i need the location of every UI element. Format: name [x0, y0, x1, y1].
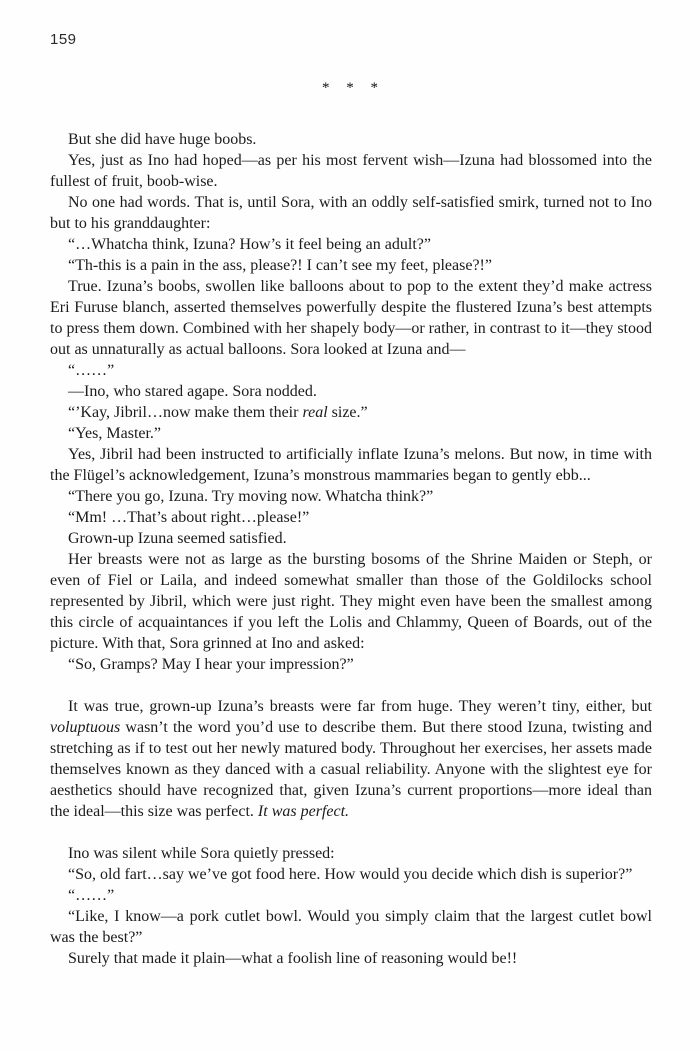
text-segment: wasn’t the word you’d use to describe them. But there stood Izuna, twisting and stretching as if to test out her newly matured body. Throughout her exercises, her assets made themselves known as they danced with a casual reliability. Anyone with the slightest eye for aesthetics should have recognized that, given Izuna’s current proportions—more ideal than the ideal—this size was perfect.	[50, 719, 652, 820]
italic-text-segment: It was perfect.	[257, 803, 350, 820]
text-segment: “……”	[68, 362, 115, 379]
paragraph	[50, 423, 652, 444]
paragraph	[50, 906, 652, 948]
text-segment: Yes, just as Ino had hoped—as per his most fervent wish—Izuna had blossomed into the fullest of fruit, boob-wise.	[50, 152, 652, 190]
text-segment: “……”	[68, 887, 115, 904]
text-segment: Surely that made it plain—what a foolish line of reasoning would be!!	[68, 950, 518, 967]
text-segment: True. Izuna’s boobs, swollen like balloons about to pop to the extent they’d make actress Eri Furuse blanch, asserted themselves powerfully despite the flustered Izuna’s best attempts to press them down. Combined with her shapely body—or rather, in contrast to it—they stood out as unnaturally as actual balloons. Sora looked at Izuna and—	[50, 278, 652, 358]
paragraph	[50, 843, 652, 864]
paragraph	[50, 255, 652, 276]
page-number: 159	[50, 31, 77, 48]
italic-text-segment: real	[302, 404, 328, 421]
paragraph	[50, 486, 652, 507]
paragraph	[50, 360, 652, 381]
text-segment: —Ino, who stared agape. Sora nodded.	[68, 383, 317, 400]
paragraph	[50, 129, 652, 150]
text-segment: Grown-up Izuna seemed satisfied.	[68, 530, 287, 547]
paragraph	[50, 192, 652, 234]
text-segment: “…Whatcha think, Izuna? How’s it feel being an adult?”	[68, 236, 431, 253]
text-segment: “So, old fart…say we’ve got food here. How would you decide which dish is superior?”	[68, 866, 633, 883]
text-segment: “Like, I know—a pork cutlet bowl. Would you simply claim that the largest cutlet bowl was the best?”	[50, 908, 652, 946]
text-segment: “’Kay, Jibril…now make them their	[68, 404, 303, 421]
paragraph	[50, 864, 652, 885]
text-segment: “Th-this is a pain in the ass, please?! I can’t see my feet, please?!”	[68, 257, 492, 274]
text-segment: Yes, Jibril had been instructed to artificially inflate Izuna’s melons. But now, in time with the Flügel’s acknowledgement, Izuna’s monstrous mammaries began to gently ebb...	[50, 446, 652, 484]
paragraph	[50, 696, 652, 822]
paragraph	[50, 948, 652, 969]
italic-text-segment: voluptuous	[50, 719, 121, 736]
paragraph	[50, 276, 652, 360]
paragraph	[50, 381, 652, 402]
paragraph	[50, 234, 652, 255]
text-segment: “Yes, Master.”	[68, 425, 162, 442]
paragraph	[50, 444, 652, 486]
paragraph	[50, 885, 652, 906]
text-segment: “So, Gramps? May I hear your impression?”	[68, 656, 354, 673]
body-text	[50, 129, 652, 969]
paragraph	[50, 402, 652, 423]
text-segment: No one had words. That is, until Sora, with an oddly self-satisfied smirk, turned not to Ino but to his granddaughter:	[50, 194, 652, 232]
paragraph	[50, 528, 652, 549]
text-segment: Ino was silent while Sora quietly pressed:	[68, 845, 335, 862]
text-segment: size.”	[327, 404, 368, 421]
paragraph	[50, 150, 652, 192]
text-segment: “Mm! …That’s about right…please!”	[68, 509, 310, 526]
paragraph	[50, 549, 652, 654]
text-segment: “There you go, Izuna. Try moving now. Whatcha think?”	[68, 488, 434, 505]
section-break-asterisks: * * *	[322, 80, 378, 96]
paragraph	[50, 507, 652, 528]
text-segment: It was true, grown-up Izuna’s breasts were far from huge. They weren’t tiny, either, but	[68, 698, 652, 715]
text-segment: Her breasts were not as large as the bursting bosoms of the Shrine Maiden or Steph, or even of Fiel or Laila, and indeed somewhat smaller than those of the Goldilocks school represented by Jibril, which were just right. They might even have been the smallest among this circle of acquaintances if you left the Lolis and Chlammy, Queen of Boards, out of the picture. With that, Sora grinned at Ino and asked:	[50, 551, 652, 652]
paragraph	[50, 654, 652, 675]
text-segment: But she did have huge boobs.	[68, 131, 257, 148]
